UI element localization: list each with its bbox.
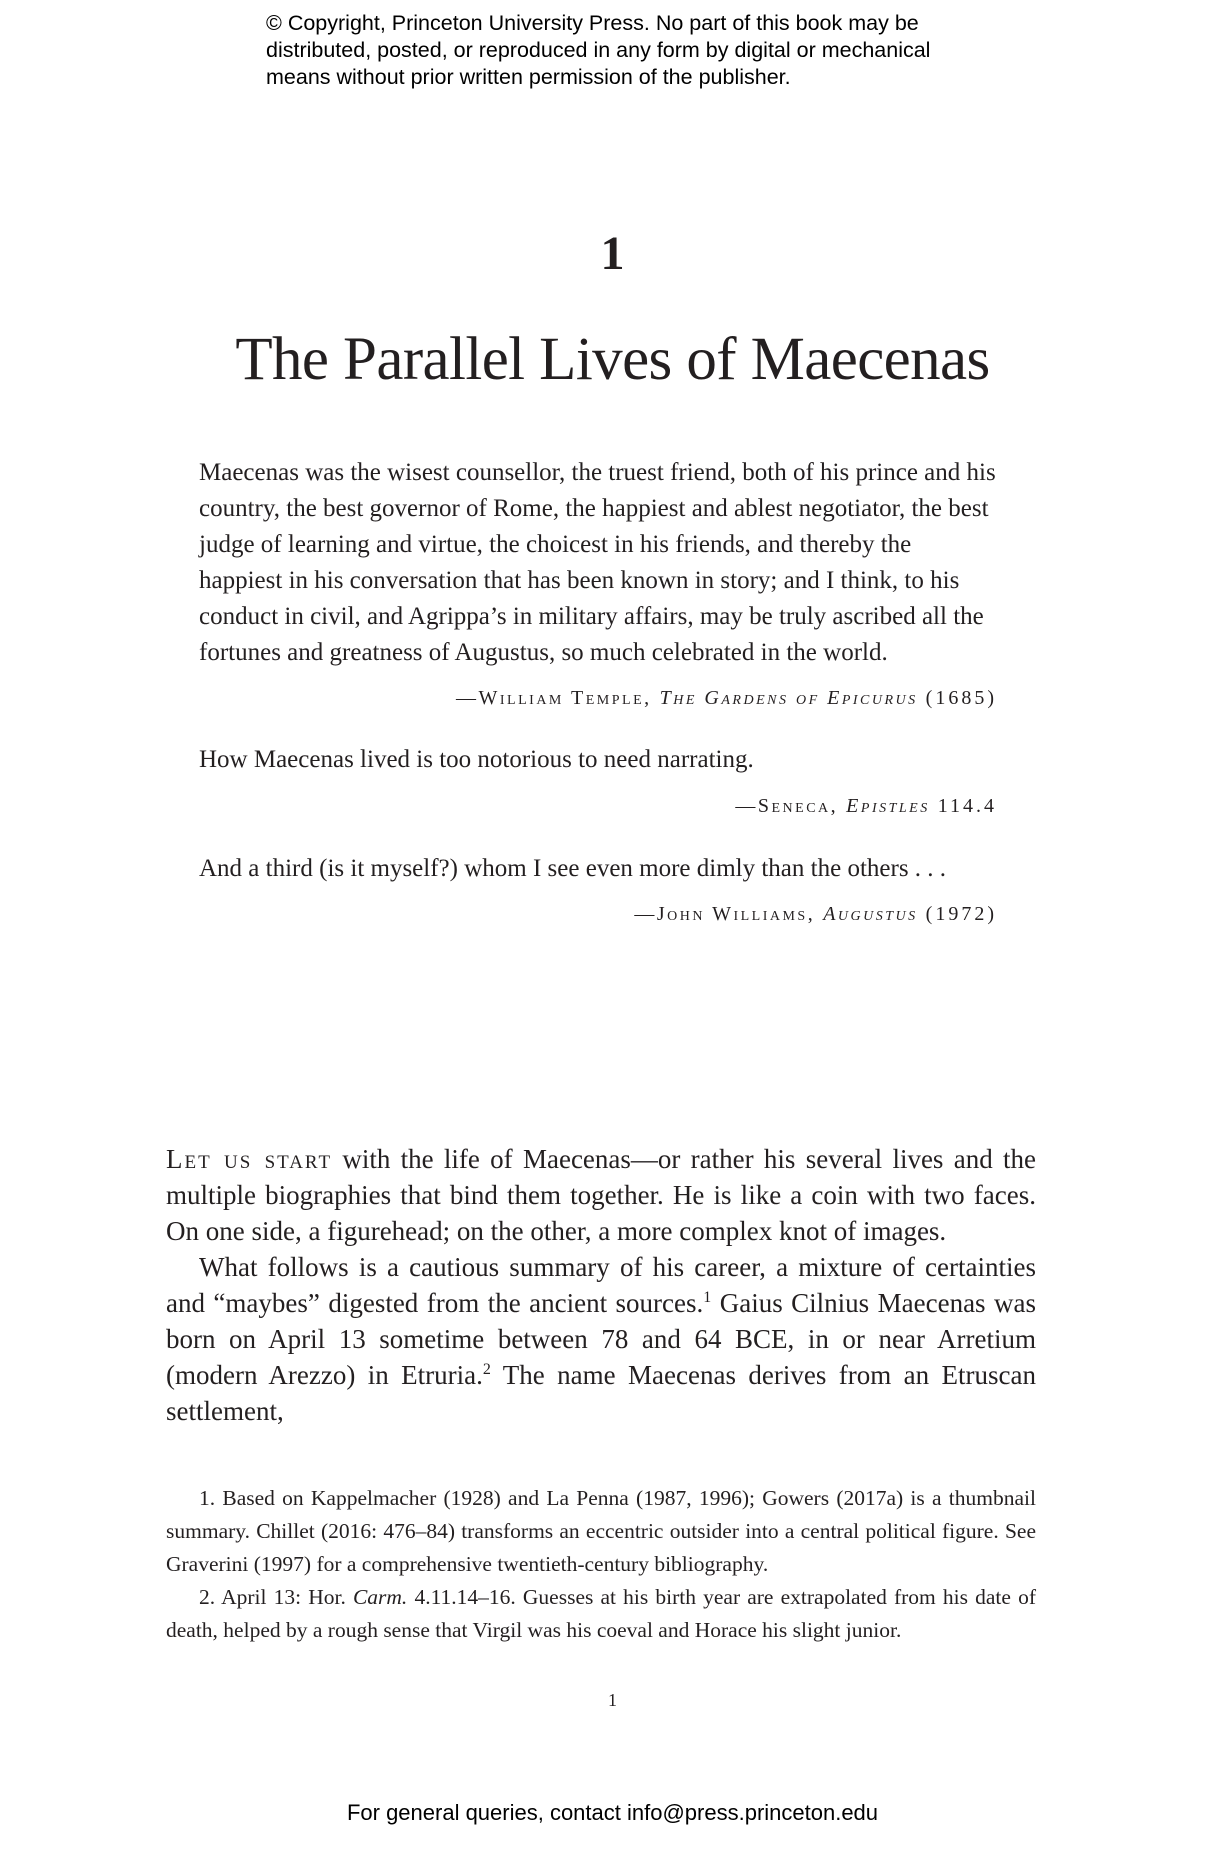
epigraph-work: Augustus <box>823 903 918 925</box>
lead-in-small-caps: Let us start <box>166 1144 333 1174</box>
footer-contact: For general queries, contact info@press.princeton.edu <box>346 1800 879 1825</box>
footnote <box>166 1581 1036 1647</box>
footnote-italic: Carm. <box>352 1585 408 1609</box>
epigraph-author: —John Williams, <box>634 903 816 925</box>
footnotes <box>166 1482 1036 1647</box>
epigraph-attribution <box>634 898 997 930</box>
footnote: 1. Based on Kappelmacher (1928) and La Penna (1987, 1996); Gowers (2017a) is a thumbnail summary. Chillet (2016: 476–84) transforms an eccentric outsider into a central political figure. See Graverini (1997) for a comprehensive twentieth-century bibliography. <box>166 1486 1036 1576</box>
paragraph-text: What follows is a cautious summary of his career, a mixture of certainties and “maybes” digested from the ancient sources. <box>166 1252 1036 1318</box>
epigraph-ref: (1972) <box>925 903 997 925</box>
page-number: 1 <box>608 1690 617 1710</box>
body-text <box>166 1141 1036 1429</box>
epigraph-ref: (1685) <box>925 687 997 709</box>
footnote-text: 4.11.14–16. Guesses at his birth year are extrapolated from his date of death, helped by a rough sense that Virgil was his coeval and Horace his slight junior. <box>166 1585 1036 1642</box>
chapter-title: The Parallel Lives of Maecenas <box>235 326 990 393</box>
footnote-ref[interactable]: 2 <box>482 1361 491 1378</box>
copyright-line: distributed, posted, or reproduced in any form by digital or mechanical <box>266 38 931 62</box>
epigraph-attribution <box>456 682 997 714</box>
footnote-text: 2. April 13: Hor. <box>199 1585 353 1609</box>
epigraph-text: Maecenas was the wisest counsellor, the truest friend, both of his prince and his country, the best governor of Rome, the happiest and ablest negotiator, the best judge of learning and virtue, the choicest in his friends, and thereby the happiest in his conversation that has been known in story; and I think, to his conduct in civil, and Agrippa’s in military affairs, may be truly ascribed all the fortunes and greatness of Augustus, so much celebrated in the world. <box>199 459 996 666</box>
paragraph-text: The name Maecenas derives from an Etruscan settlement, <box>166 1360 1037 1426</box>
footnote-ref[interactable]: 1 <box>703 1289 712 1306</box>
epigraph-text: How Maecenas lived is too notorious to need narrating. <box>199 746 754 773</box>
epigraph-attribution <box>735 790 997 822</box>
paragraph-text: Gaius Cilnius Maecenas was born on April 13 sometime between 78 and 64 BCE, in or near Arretium (modern Arezzo) in Etruria. <box>166 1288 1037 1390</box>
epigraph-author: —Seneca, <box>735 795 839 817</box>
chapter-number: 1 <box>600 227 625 280</box>
epigraph-author: —William Temple, <box>456 687 652 709</box>
copyright-line: means without prior written permission of the publisher. <box>266 65 791 89</box>
epigraph-text: And a third (is it myself?) whom I see even more dimly than the others . . . <box>199 855 947 882</box>
copyright-notice <box>266 10 1026 91</box>
epigraph-work: Epistles <box>846 795 930 817</box>
epigraph-work: The Gardens of Epicurus <box>659 687 918 709</box>
paragraph-text: with the life of Maecenas—or rather his several lives and the multiple biographies that bind them together. He is like a coin with two faces. On one side, a figurehead; on the other, a more complex knot of images. <box>166 1144 1036 1246</box>
body-paragraph <box>166 1141 1036 1249</box>
epigraph-ref: 114.4 <box>937 795 997 817</box>
copyright-line: © Copyright, Princeton University Press. No part of this book may be <box>266 11 919 35</box>
body-paragraph <box>166 1249 1036 1429</box>
